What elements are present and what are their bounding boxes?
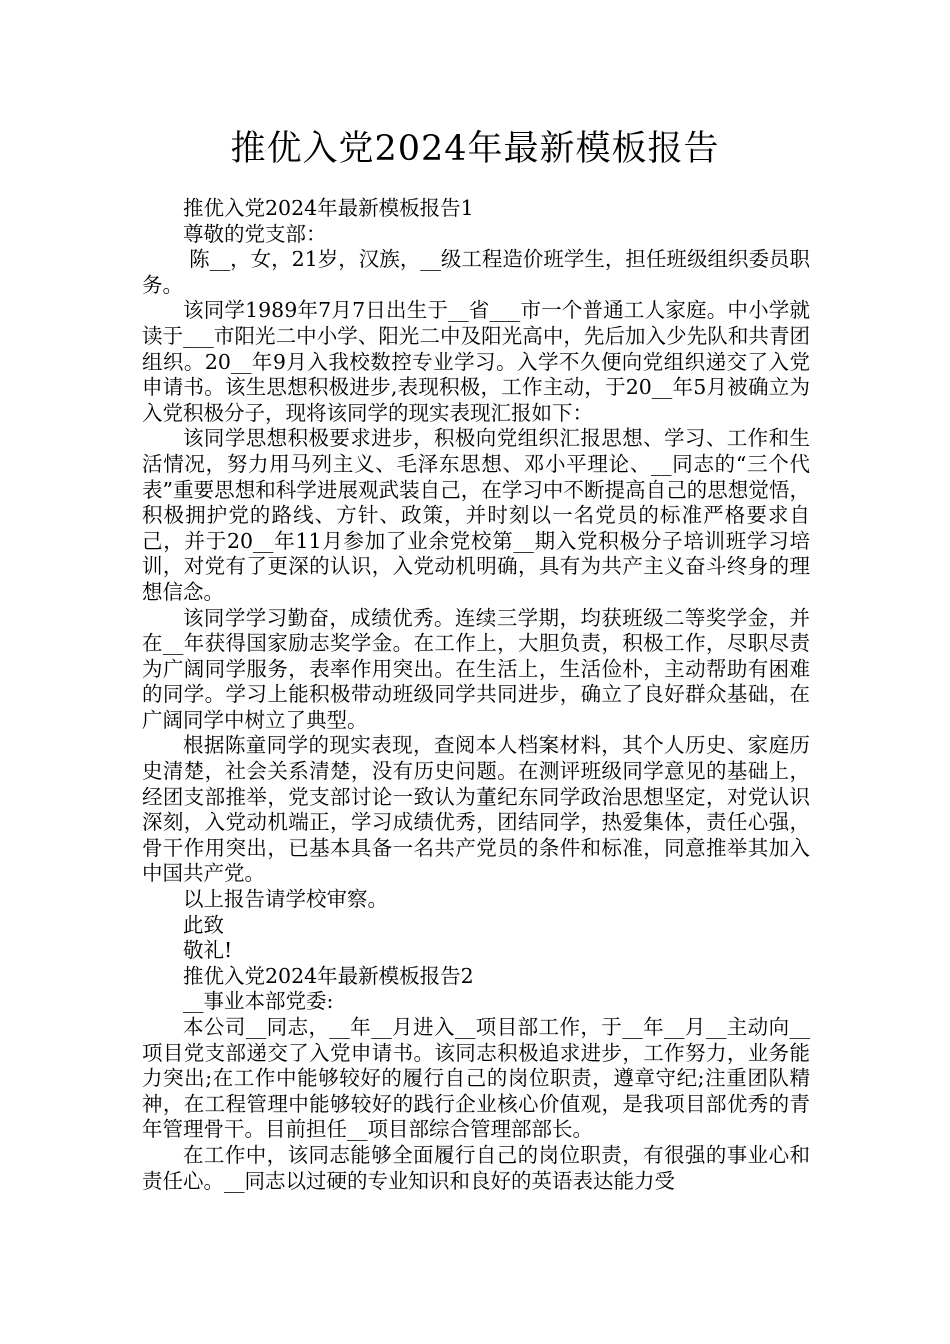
document-body bbox=[142, 196, 810, 1194]
paragraph-thought: 该同学思想积极要求进步，积极向党组织汇报思想、学习、工作和生活情况，努力用马列主义、毛泽东思想、邓小平理论、__同志的“三个代表”重要思想和科学进展观武装自己，在学习中不断提高自己的思想觉悟，积极拥护党的路线、方针、政策，并时刻以一名党员的标准严格要求自己，并于20__年11月参加了业余党校第__期入党积极分子培训班学习培训，对党有了更深的认识，入党动机明确，具有为共产主义奋斗终身的理想信念。 bbox=[142, 426, 810, 604]
paragraph-work-performance: 在工作中，该同志能够全面履行自己的岗位职责，有很强的事业心和责任心。__同志以过硬的专业知识和良好的英语表达能力受 bbox=[142, 1142, 810, 1193]
paragraph-company-intro: 本公司__同志，__年__月进入__项目部工作，于__年__月__主动向__项目党支部递交了入党申请书。该同志积极追求进步，工作努力，业务能力突出;在工作中能够较好的履行自己的岗位职责，遵章守纪;注重团队精神，在工程管理中能够较好的践行企业核心价值观，是我项目部优秀的青年管理骨干。目前担任__项目部综合管理部部长。 bbox=[142, 1015, 810, 1142]
recipient-line: __事业本部党委: bbox=[183, 989, 334, 1014]
section-heading-1: 推优入党2024年最新模板报告1 bbox=[183, 196, 474, 220]
paragraph-request: 以上报告请学校审察。 bbox=[183, 887, 388, 912]
paragraph-study: 该同学学习勤奋，成绩优秀。连续三学期，均获班级二等奖学金，并在__年获得国家励志奖学金。在工作上，大胆负责，积极工作，尽职尽责为广阔同学服务，表率作用突出。在生活上，生活俭朴，主动帮助有困难的同学。学习上能积极带动班级同学共同进步，确立了良好群众基础，在广阔同学中树立了典型。 bbox=[142, 605, 810, 732]
closing-salute: 敬礼! bbox=[183, 938, 233, 963]
closing-regards: 此致 bbox=[183, 912, 224, 937]
document-title: 推优入党2024年最新模板报告 bbox=[230, 129, 720, 169]
salutation: 尊敬的党支部： bbox=[183, 221, 327, 246]
paragraph-intro: 陈__，女，21岁，汉族，__级工程造价班学生，担任班级组织委员职务。 bbox=[142, 247, 810, 297]
section-heading-2: 推优入党2024年最新模板报告2 bbox=[183, 963, 474, 988]
paragraph-evaluation: 根据陈童同学的现实表现，查阅本人档案材料，其个人历史、家庭历史清楚，社会关系清楚，没有历史问题。在测评班级同学意见的基础上，经团支部推举，党支部讨论一致认为董纪东同学政治思想坚定，对党认识深刻，入党动机端正，学习成绩优秀，团结同学，热爱集体，责任心强，骨干作用突出，已基本具备一名共产党员的条件和标准，同意推举其加入中国共产党。 bbox=[142, 733, 810, 886]
paragraph-background: 该同学1989年7月7日出生于__省___市一个普通工人家庭。中小学就读于___市阳光二中小学、阳光二中及阳光高中，先后加入少先队和共青团组织。20__年9月入我校数控专业学习。入学不久便向党组织递交了入党申请书。该生思想积极进步,表现积极，工作主动，于20__年5月被确立为入党积极分子，现将该同学的现实表现汇报如下： bbox=[142, 298, 810, 425]
